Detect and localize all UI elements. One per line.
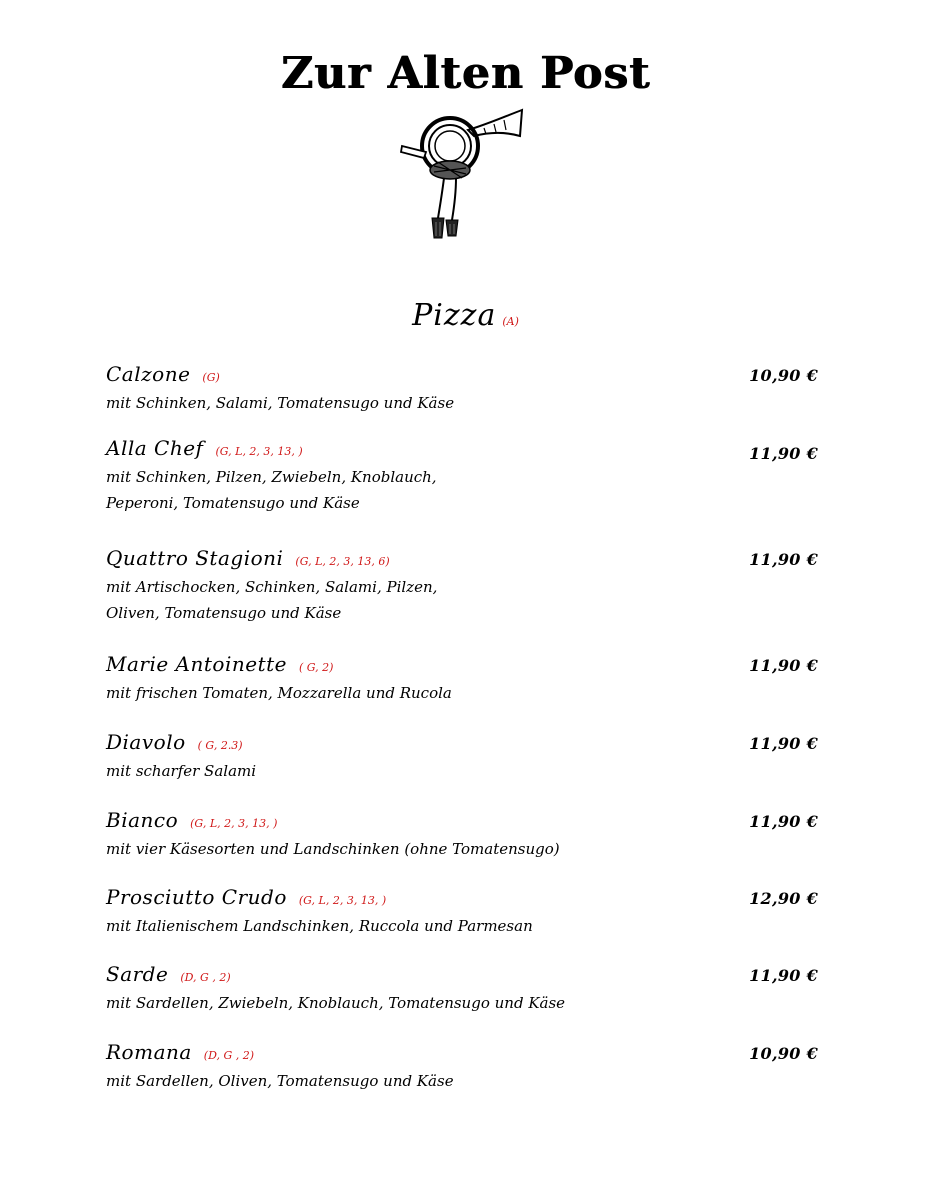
dish-description: mit Sardellen, Oliven, Tomatensugo und Käse xyxy=(106,1072,454,1090)
menu-item-marie-antoinette xyxy=(106,652,818,706)
menu-item-romana xyxy=(106,1040,818,1094)
dish-name: Alla Chef xyxy=(106,436,204,460)
dish-description: mit frischen Tomaten, Mozzarella und Rucola xyxy=(106,684,452,702)
dish-description: Peperoni, Tomatensugo und Käse xyxy=(106,494,360,512)
dish-name: Bianco xyxy=(106,808,179,832)
allergen-codes: ( G, 2) xyxy=(298,661,334,674)
allergen-codes: (G, L, 2, 3, 13, ) xyxy=(190,817,278,830)
dish-description: mit Schinken, Salami, Tomatensugo und Käse xyxy=(106,394,455,412)
dish-price: 11,90 € xyxy=(749,656,818,675)
dish-price: 11,90 € xyxy=(749,550,818,569)
section-name: Pizza xyxy=(412,298,497,333)
menu-item-sarde xyxy=(106,962,818,1016)
dish-name: Prosciutto Crudo xyxy=(106,885,287,909)
restaurant-name: Zur Alten Post xyxy=(280,48,651,99)
post-horn-icon xyxy=(398,102,524,240)
dish-price: 11,90 € xyxy=(749,734,818,753)
dish-name: Quattro Stagioni xyxy=(106,546,284,570)
dish-price: 10,90 € xyxy=(749,366,818,385)
dish-price: 11,90 € xyxy=(749,812,818,831)
dish-description: mit Italienischem Landschinken, Ruccola und Parmesan xyxy=(106,917,533,935)
dish-description: mit Artischocken, Schinken, Salami, Pilzen, xyxy=(106,578,438,596)
dish-description: mit vier Käsesorten und Landschinken (ohne Tomatensugo) xyxy=(106,840,560,858)
allergen-codes: (G, L, 2, 3, 13, ) xyxy=(298,894,387,907)
allergen-codes: (G, L, 2, 3, 13, ) xyxy=(215,445,303,458)
allergen-codes: ( G, 2.3) xyxy=(197,739,243,752)
dish-name: Romana xyxy=(106,1040,192,1064)
dish-price: 12,90 € xyxy=(749,889,818,908)
menu-item-prosciutto-crudo xyxy=(106,885,818,939)
section-title xyxy=(0,298,931,333)
dish-name: Marie Antoinette xyxy=(106,652,287,676)
allergen-codes: (G) xyxy=(202,371,220,384)
dish-name: Diavolo xyxy=(106,730,186,754)
section-allergen-code: (A) xyxy=(502,315,519,328)
dish-description: mit Sardellen, Zwiebeln, Knoblauch, Tomatensugo und Käse xyxy=(106,994,566,1012)
dish-price: 10,90 € xyxy=(749,1044,818,1063)
menu-item-alla-chef xyxy=(106,436,818,516)
dish-name: Calzone xyxy=(106,362,191,386)
dish-name: Sarde xyxy=(106,962,169,986)
menu-item-quattro-stagioni xyxy=(106,546,818,626)
menu-item-calzone xyxy=(106,362,818,416)
dish-description: mit Schinken, Pilzen, Zwiebeln, Knoblauch, xyxy=(106,468,437,486)
menu-item-diavolo xyxy=(106,730,818,784)
menu-item-bianco xyxy=(106,808,818,862)
dish-price: 11,90 € xyxy=(749,966,818,985)
allergen-codes: (D, G , 2) xyxy=(203,1049,255,1062)
dish-description: Oliven, Tomatensugo und Käse xyxy=(106,604,342,622)
allergen-codes: (G, L, 2, 3, 13, 6) xyxy=(295,555,390,568)
allergen-codes: (D, G , 2) xyxy=(180,971,231,984)
dish-price: 11,90 € xyxy=(749,444,818,463)
dish-description: mit scharfer Salami xyxy=(106,762,257,780)
